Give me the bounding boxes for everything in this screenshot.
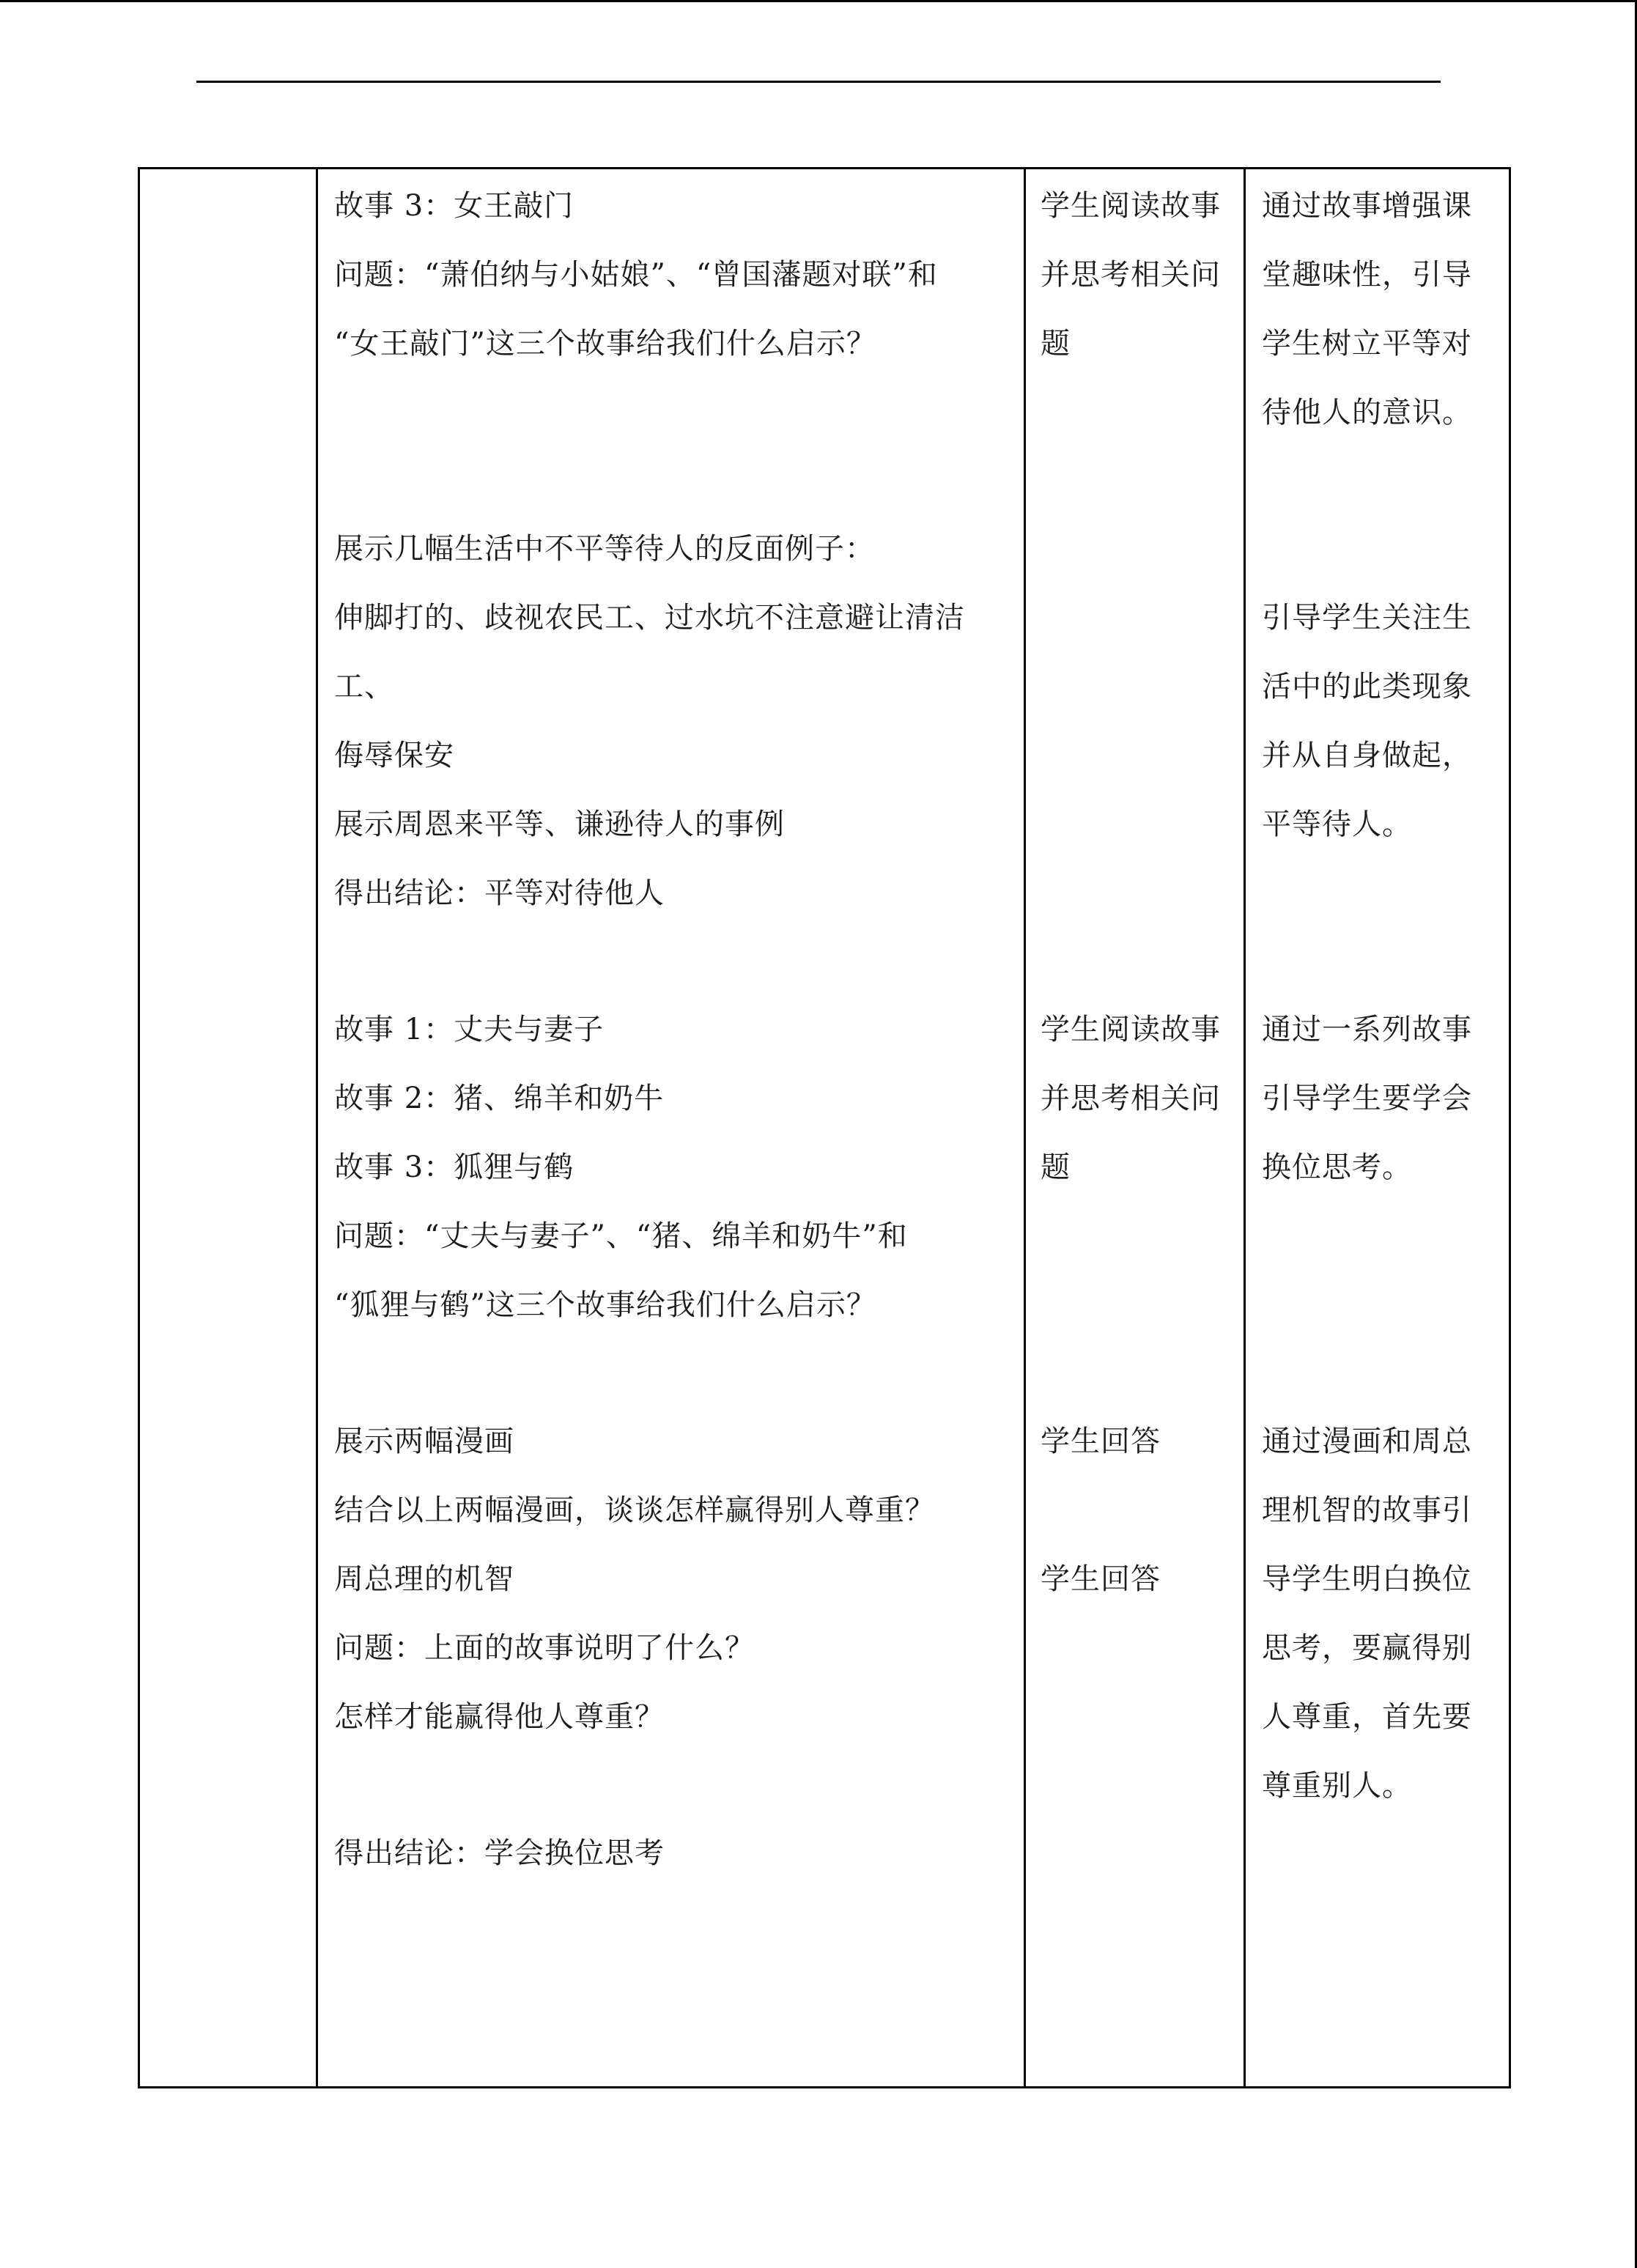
intent-line: 并从自身做起， <box>1262 739 1472 772</box>
activity-line: 学生阅读故事 <box>1041 1013 1221 1046</box>
intent-line: 平等待人。 <box>1262 808 1412 841</box>
intent-line: 堂趣味性，引导 <box>1262 258 1472 292</box>
content-line: 故事 3：女王敲门 <box>334 189 574 223</box>
teaching-content-cell <box>317 169 1025 2088</box>
content-line: 展示两幅漫画 <box>334 1425 514 1458</box>
intent-line: 尊重别人。 <box>1262 1769 1412 1803</box>
teaching-stage-cell <box>139 169 317 2088</box>
content-line: 展示周恩来平等、谦逊待人的事例 <box>334 808 785 841</box>
intent-line: 引导学生要学会 <box>1262 1082 1472 1115</box>
content-line: “狐狸与鹤”这三个故事给我们什么启示？ <box>334 1288 876 1322</box>
intent-line: 学生树立平等对 <box>1262 327 1472 361</box>
activity-line: 学生回答 <box>1041 1562 1161 1596</box>
header-rule <box>196 81 1441 83</box>
intent-line: 通过漫画和周总 <box>1262 1425 1472 1458</box>
content-line: “女王敲门”这三个故事给我们什么启示？ <box>334 327 876 361</box>
intent-line: 活中的此类现象 <box>1262 670 1472 703</box>
activity-line: 学生回答 <box>1041 1425 1161 1458</box>
intent-line: 导学生明白换位 <box>1262 1562 1472 1596</box>
content-line: 故事 1：丈夫与妻子 <box>334 1013 605 1046</box>
content-line: 周总理的机智 <box>334 1562 514 1596</box>
content-line: 工、 <box>334 670 394 703</box>
design-intent-cell <box>1245 169 1510 2088</box>
content-line: 展示几幅生活中不平等待人的反面例子： <box>334 532 875 566</box>
content-line: 得出结论：平等对待他人 <box>334 876 665 910</box>
content-line: 故事 3：狐狸与鹤 <box>334 1150 574 1184</box>
table-row <box>139 169 1510 2088</box>
intent-line: 引导学生关注生 <box>1262 601 1472 635</box>
activity-line: 学生阅读故事 <box>1041 189 1221 223</box>
activity-line: 题 <box>1041 327 1071 361</box>
content-line: 伸脚打的、歧视农民工、过水坑不注意避让清洁 <box>334 601 965 635</box>
content-line: 问题：“萧伯纳与小姑娘”、“曾国藩题对联”和 <box>334 258 938 292</box>
content-line: 问题：上面的故事说明了什么？ <box>334 1631 755 1665</box>
intent-line: 换位思考。 <box>1262 1150 1412 1184</box>
content-line: 问题：“丈夫与妻子”、“猪、绵羊和奶牛”和 <box>334 1219 908 1253</box>
content-line: 怎样才能赢得他人尊重？ <box>334 1700 665 1734</box>
activity-line: 并思考相关问 <box>1041 1082 1221 1115</box>
student-activity-cell <box>1025 169 1245 2088</box>
content-line: 得出结论：学会换位思考 <box>334 1836 665 1870</box>
lesson-plan-table <box>138 167 1511 2088</box>
content-line: 结合以上两幅漫画，谈谈怎样赢得别人尊重？ <box>334 1493 935 1527</box>
intent-line: 思考，要赢得别 <box>1262 1631 1472 1665</box>
intent-line: 待他人的意识。 <box>1262 396 1472 429</box>
intent-line: 理机智的故事引 <box>1262 1493 1472 1527</box>
intent-line: 通过故事增强课 <box>1262 189 1472 223</box>
content-line: 侮辱保安 <box>334 739 454 772</box>
activity-line: 题 <box>1041 1150 1071 1184</box>
content-line: 故事 2：猪、绵羊和奶牛 <box>334 1082 665 1115</box>
intent-line: 人尊重，首先要 <box>1262 1700 1472 1734</box>
intent-line: 通过一系列故事 <box>1262 1013 1472 1046</box>
activity-line: 并思考相关问 <box>1041 258 1221 292</box>
